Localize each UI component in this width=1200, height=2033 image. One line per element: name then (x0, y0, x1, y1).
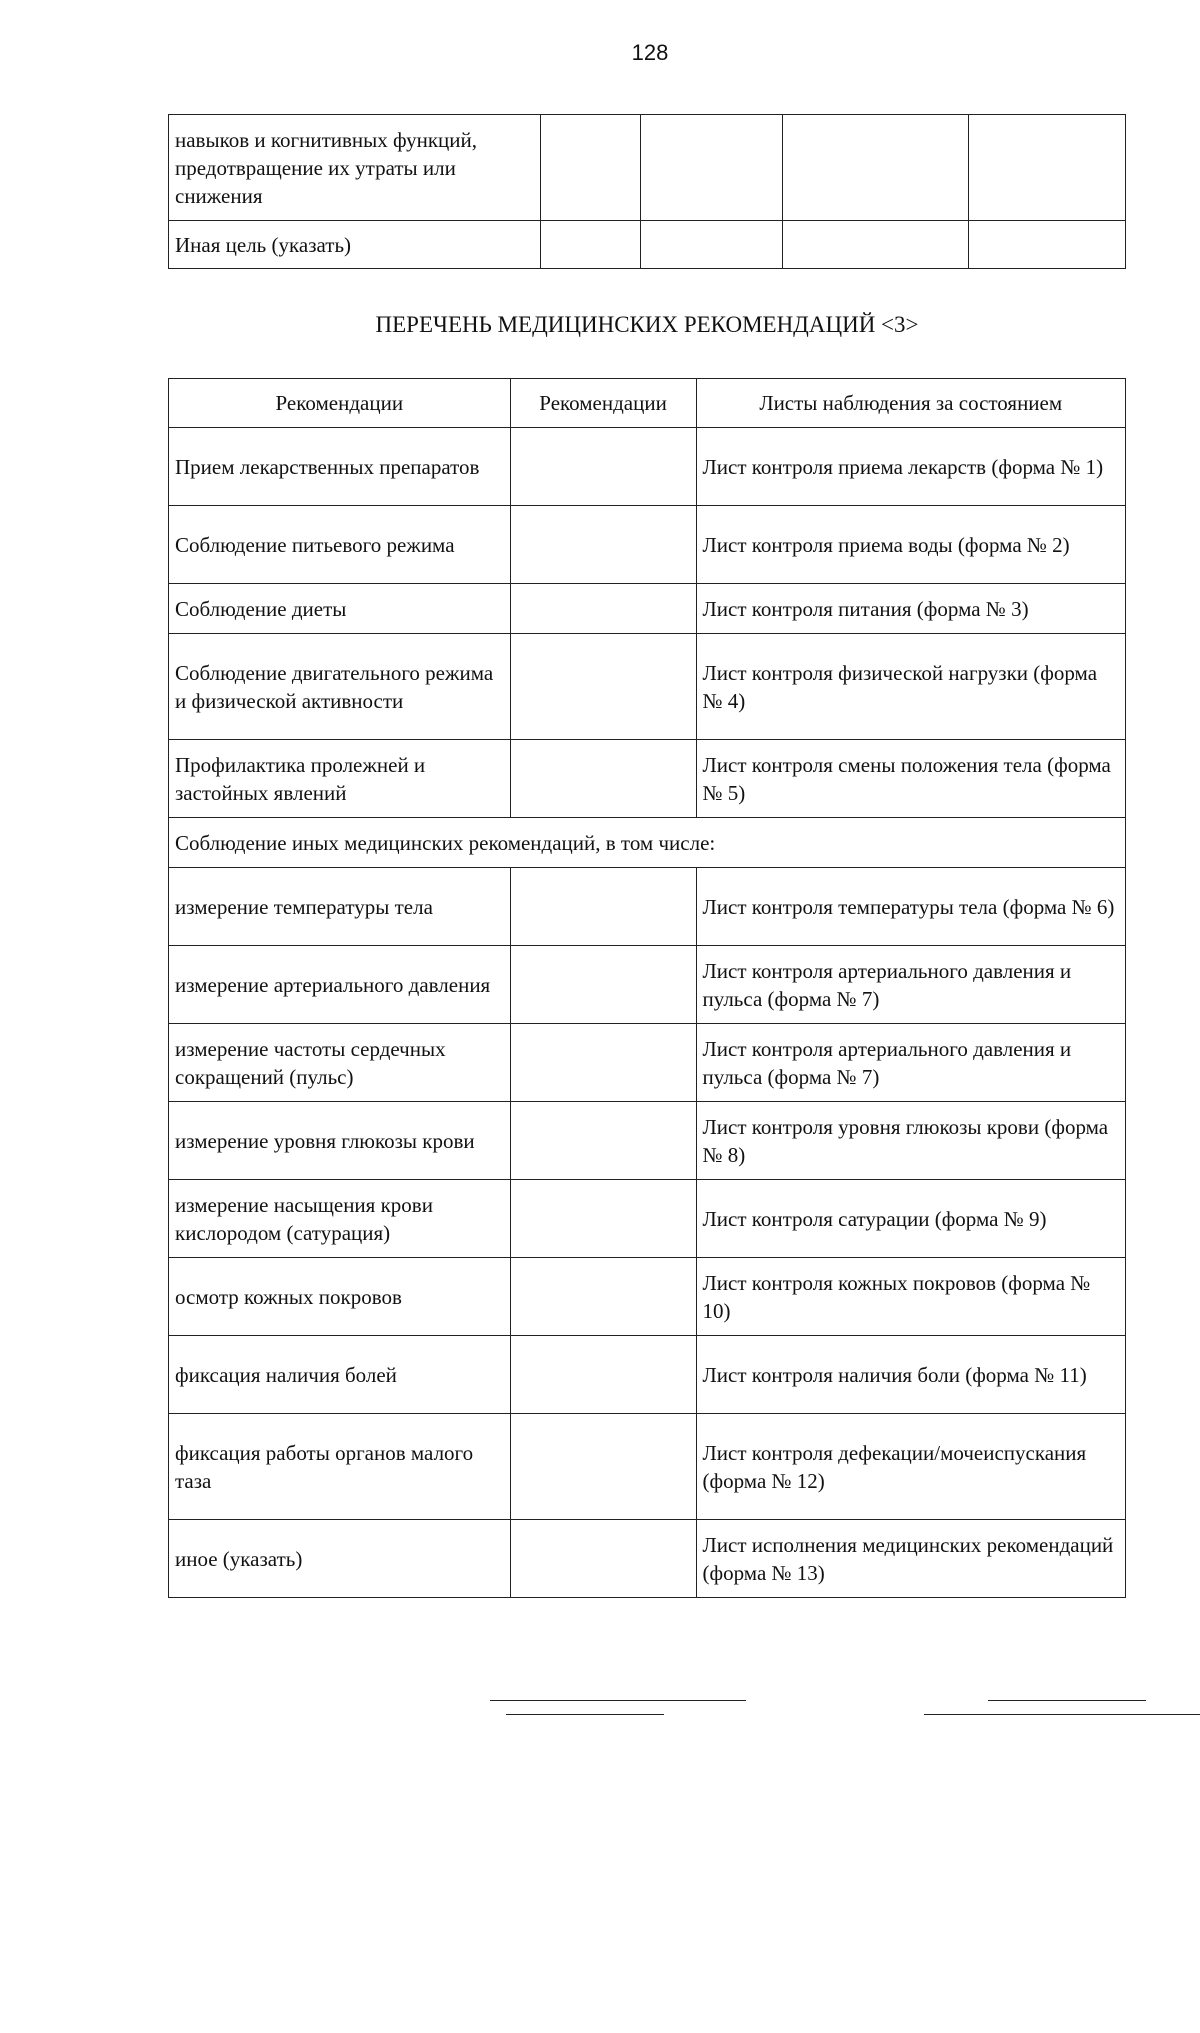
signature-line (490, 1700, 746, 1701)
empty-cell[interactable] (640, 221, 783, 269)
goal-label: навыков и когнитивных функций, предотвращение их утраты или снижения (169, 115, 541, 221)
observation-sheet-label: Лист контроля артериального давления и пульса (форма № 7) (696, 946, 1125, 1024)
table-row (169, 1258, 1126, 1336)
recommendation-value-cell[interactable] (510, 1336, 696, 1414)
recommendation-value-cell[interactable] (510, 740, 696, 818)
table-row (169, 1520, 1126, 1598)
table-row (169, 1180, 1126, 1258)
column-header-recommendations-2: Рекомендации (510, 379, 696, 428)
recommendation-value-cell[interactable] (510, 1180, 696, 1258)
table-row (169, 584, 1126, 634)
section-title: ПЕРЕЧЕНЬ МЕДИЦИНСКИХ РЕКОМЕНДАЦИЙ <3> (375, 312, 919, 337)
table-row (169, 221, 1126, 269)
recommendation-label: измерение частоты сердечных сокращений (пульс) (169, 1024, 511, 1102)
table-row (169, 1102, 1126, 1180)
recommendation-value-cell[interactable] (510, 428, 696, 506)
signature-line (988, 1700, 1146, 1701)
column-header-observation-sheets: Листы наблюдения за состоянием (696, 379, 1125, 428)
empty-cell[interactable] (783, 221, 969, 269)
observation-sheet-label: Лист контроля питания (форма № 3) (696, 584, 1125, 634)
observation-sheet-label: Лист контроля дефекации/мочеиспускания (форма № 12) (696, 1414, 1125, 1520)
observation-sheet-label: Лист исполнения медицинских рекомендаций (форма № 13) (696, 1520, 1125, 1598)
recommendation-label: иное (указать) (169, 1520, 511, 1598)
recommendation-label: Профилактика пролежней и застойных явлений (169, 740, 511, 818)
recommendation-label: фиксация работы органов малого таза (169, 1414, 511, 1520)
table-row (169, 1414, 1126, 1520)
recommendation-value-cell[interactable] (510, 1414, 696, 1520)
empty-cell[interactable] (540, 115, 640, 221)
recommendation-value-cell[interactable] (510, 584, 696, 634)
recommendation-label: измерение артериального давления (169, 946, 511, 1024)
recommendation-label: осмотр кожных покровов (169, 1258, 511, 1336)
observation-sheet-label: Лист контроля сатурации (форма № 9) (696, 1180, 1125, 1258)
signature-line (924, 1714, 1200, 1715)
empty-cell[interactable] (783, 115, 969, 221)
table-row (169, 428, 1126, 506)
table-row (169, 115, 1126, 221)
table-row (169, 818, 1126, 868)
observation-sheet-label: Лист контроля физической нагрузки (форма № 4) (696, 634, 1125, 740)
table-row (169, 740, 1126, 818)
empty-cell[interactable] (969, 115, 1126, 221)
recommendation-value-cell[interactable] (510, 1258, 696, 1336)
recommendation-label: Соблюдение двигательного режима и физической активности (169, 634, 511, 740)
empty-cell[interactable] (969, 221, 1126, 269)
goals-table-continuation (168, 114, 1126, 269)
recommendation-value-cell[interactable] (510, 1520, 696, 1598)
observation-sheet-label: Лист контроля приема воды (форма № 2) (696, 506, 1125, 584)
recommendation-value-cell[interactable] (510, 868, 696, 946)
observation-sheet-label: Лист контроля приема лекарств (форма № 1) (696, 428, 1125, 506)
recommendation-label: измерение температуры тела (169, 868, 511, 946)
table-row (169, 1336, 1126, 1414)
recommendation-label: Соблюдение диеты (169, 584, 511, 634)
observation-sheet-label: Лист контроля температуры тела (форма № 6) (696, 868, 1125, 946)
recommendation-value-cell[interactable] (510, 634, 696, 740)
goal-label: Иная цель (указать) (169, 221, 541, 269)
observation-sheet-label: Лист контроля наличия боли (форма № 11) (696, 1336, 1125, 1414)
observation-sheet-label: Лист контроля уровня глюкозы крови (форма № 8) (696, 1102, 1125, 1180)
recommendation-label: измерение уровня глюкозы крови (169, 1102, 511, 1180)
table-header-row (169, 379, 1126, 428)
recommendation-label: измерение насыщения крови кислородом (сатурация) (169, 1180, 511, 1258)
observation-sheet-label: Лист контроля кожных покровов (форма № 10) (696, 1258, 1125, 1336)
signature-line (506, 1714, 664, 1715)
recommendation-label: Прием лекарственных препаратов (169, 428, 511, 506)
recommendation-value-cell[interactable] (510, 946, 696, 1024)
table-row (169, 946, 1126, 1024)
table-row (169, 634, 1126, 740)
recommendation-value-cell[interactable] (510, 1024, 696, 1102)
page-number: 128 (631, 40, 669, 65)
observation-sheet-label: Лист контроля артериального давления и пульса (форма № 7) (696, 1024, 1125, 1102)
recommendations-table (168, 378, 1126, 1598)
recommendation-label: фиксация наличия болей (169, 1336, 511, 1414)
table-row (169, 868, 1126, 946)
column-header-recommendations: Рекомендации (169, 379, 511, 428)
recommendation-value-cell[interactable] (510, 1102, 696, 1180)
empty-cell[interactable] (540, 221, 640, 269)
table-row (169, 506, 1126, 584)
observation-sheet-label: Лист контроля смены положения тела (форма № 5) (696, 740, 1125, 818)
recommendation-value-cell[interactable] (510, 506, 696, 584)
recommendation-label: Соблюдение питьевого режима (169, 506, 511, 584)
other-recommendations-header: Соблюдение иных медицинских рекомендаций, в том числе: (169, 818, 1126, 868)
table-row (169, 1024, 1126, 1102)
empty-cell[interactable] (640, 115, 783, 221)
